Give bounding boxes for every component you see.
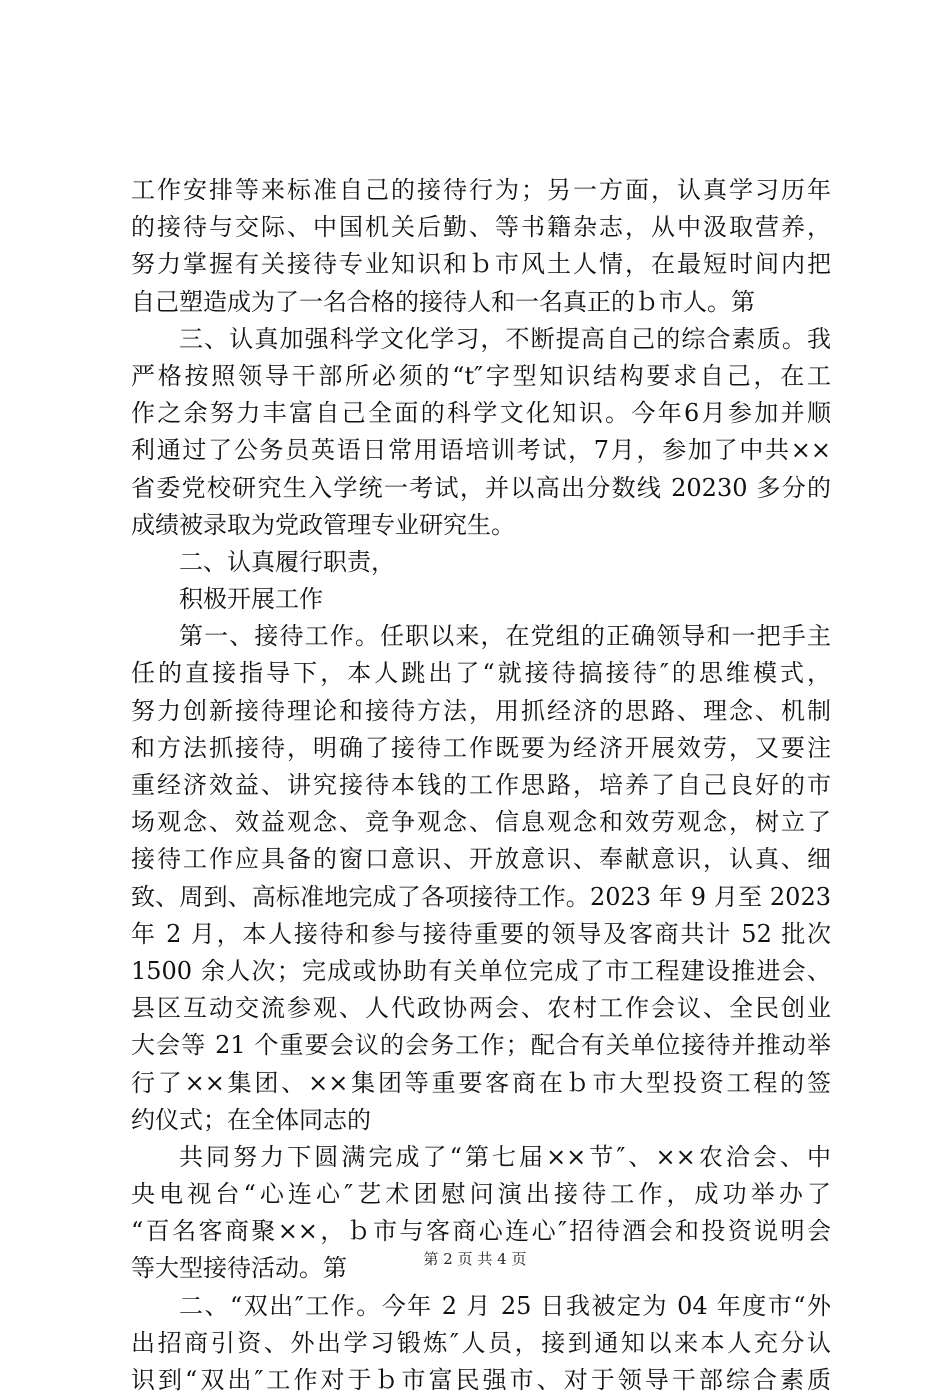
text-line: 积极开展工作 [179, 585, 323, 614]
text-line: 省委党校研究生入学统一考试，并以高出分数线 20230 多分的 [131, 473, 831, 502]
page-footer: 第 2 页 共 4 页 [423, 1250, 527, 1268]
document-body [131, 172, 831, 1399]
text-line: 第一、接待工作。任职以来，在党组的正确领导和一把手主 [179, 622, 831, 651]
text-line: 出招商引资、外出学习锻炼″人员，接到通知以来本人充分认 [131, 1328, 831, 1357]
text-line: 和方法抓接待，明确了接待工作既要为经济开展效劳，又要注 [131, 733, 831, 762]
text-line: 成绩被录取为党政管理专业研究生。 [131, 510, 515, 539]
text-line: 共同努力下圆满完成了“第七届××节″、××农洽会、中 [179, 1142, 831, 1171]
text-line: 的接待与交际、中国机关后勤、等书籍杂志，从中汲取营养， [131, 213, 831, 242]
text-line: 工作安排等来标准自己的接待行为；另一方面，认真学习历年 [131, 176, 831, 204]
text-line: 接待工作应具备的窗口意识、开放意识、奉献意识，认真、细 [131, 845, 831, 874]
text-line: 努力掌握有关接待专业知识和ｂ市风土人情，在最短时间内把 [131, 250, 831, 279]
text-line: 二、认真履行职责， [179, 547, 395, 576]
text-line: 作之余努力丰富自己全面的科学文化知识。今年6月参加并顺 [131, 399, 831, 428]
text-line: 等大型接待活动。第 [131, 1254, 347, 1283]
text-line: 任的直接指导下，本人跳出了“就接待搞接待″的思维模式， [131, 659, 831, 688]
text-line: 重经济效益、讲究接待本钱的工作思路，培养了自己良好的市 [131, 771, 831, 799]
text-line: 三、认真加强科学文化学习，不断提高自己的综合素质。我 [179, 324, 831, 353]
text-line: 年 2 月，本人接待和参与接待重要的领导及客商共计 52 批次 [131, 919, 831, 948]
text-line: 二、“双出″工作。今年 2 月 25 日我被定为 04 年度市“外 [179, 1291, 831, 1320]
text-line: 约仪式；在全体同志的 [131, 1105, 371, 1134]
text-line: 央电视台“心连心″艺术团慰问演出接待工作，成功举办了 [131, 1180, 831, 1209]
text-line: 识到“双出″工作对于ｂ市富民强市、对于领导干部综合素质 [131, 1366, 831, 1394]
text-line: “百名客商聚××，ｂ市与客商心连心″招待酒会和投资说明会 [131, 1217, 831, 1246]
text-line: 1500 余人次；完成或协助有关单位完成了市工程建设推进会、 [131, 956, 831, 985]
text-line: 致、周到、高标准地完成了各项接待工作。2023 年 9 月至 2023 [131, 882, 831, 911]
text-line: 严格按照领导干部所必须的“t″字型知识结构要求自己，在工 [131, 361, 831, 390]
text-line: 努力创新接待理论和接待方法，用抓经济的思路、理念、机制 [131, 696, 831, 725]
text-line: 大会等 21 个重要会议的会务工作；配合有关单位接待并推动举 [131, 1031, 831, 1060]
text-line: 利通过了公务员英语日常用语培训考试，7月，参加了中共×× [131, 436, 831, 465]
text-line: 行了××集团、××集团等重要客商在ｂ市大型投资工程的签 [131, 1068, 831, 1097]
text-line: 场观念、效益观念、竞争观念、信息观念和效劳观念，树立了 [131, 808, 831, 837]
text-line: 县区互动交流参观、人代政协两会、农村工作会议、全民创业 [131, 994, 831, 1023]
text-line: 自己塑造成为了一名合格的接待人和一名真正的ｂ市人。第 [131, 287, 755, 316]
